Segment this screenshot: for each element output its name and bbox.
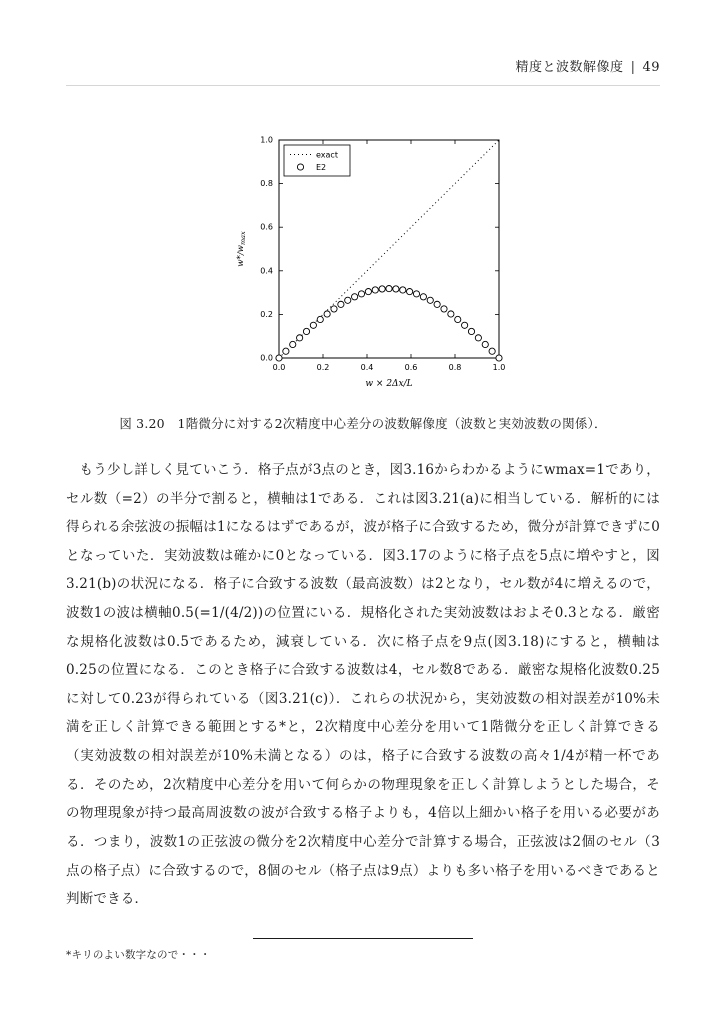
svg-text:E2: E2: [316, 163, 327, 172]
svg-text:0.6: 0.6: [260, 222, 273, 232]
svg-text:0.4: 0.4: [360, 363, 374, 372]
svg-text:0.2: 0.2: [316, 363, 330, 372]
svg-text:w*/wmax: $w*/w_{max}$: [236, 231, 247, 267]
wavenumber-resolution-chart: [215, 132, 511, 394]
svg-text:0.6: 0.6: [404, 363, 418, 372]
svg-text:0.0: 0.0: [260, 353, 273, 363]
figure-caption: 図 3.20 1階微分に対する2次精度中心差分の波数解像度（波数と実効波数の関係）．: [119, 416, 607, 431]
footnote-rule: [253, 938, 473, 939]
figure-3-20: [66, 132, 660, 432]
svg-text:0.0: 0.0: [272, 363, 286, 372]
body-paragraph: もう少し詳しく見ていこう．格子点が3点のとき，図3.16からわかるようにwmax=1であり，セル数（=2）の半分で割ると，横軸は1である．これは図3.21(a)に相当している．解析的には得られる余弦波の振幅は1になるはずであるが，波が格子に合致するため，微分が計算できずに0となっていた．実効波数は確かに0となっている．図3.17のように格子点を5点に増やすと，図3.21(b)の状況になる．格子に合致する波数（最高波数）は2となり，セル数が4に増えるので，波数1の波は横軸0.5(=1/(4/2))の位置にいる．規格化された実効波数はおよそ0.3となる．厳密な規格化波数は0.5であるため，減衰している．次に格子点を9点(図3.18)にすると，横軸は0.25の位置になる．このとき格子に合致する波数は4，セル数8である．厳密な規格化波数0.25に対して0.23が得られている（図3.21(c)）．これらの状況から，実効波数の相対誤差が10%未満を正しく計算できる範囲とする*と，2次精度中心差分を用いて1階微分を正しく計算できる（実効波数の相対誤差が10%未満となる）のは，格子に合致する波数の高々1/4が精一杯である．そのため，2次精度中心差分を用いて何らかの物理現象を正しく計算しようとした場合，その物理現象が持つ最高周波数の波が合致する格子よりも，4倍以上細かい格子を用いる必要がある．つまり，波数1の正弦波の微分を2次精度中心差分で計算する場合，正弦波は2個のセル（3点の格子点）に合致するので，8個のセル（格子点は9点）よりも多い格子を用いるべきであると判断できる．: [66, 462, 660, 908]
header-separator: |: [630, 60, 636, 75]
chart-container: [215, 132, 511, 398]
svg-text:1.0: 1.0: [492, 363, 506, 372]
page-number: 49: [642, 60, 660, 75]
svg-text:exact: exact: [316, 150, 338, 160]
svg-text:0.4: 0.4: [260, 266, 273, 276]
svg-text:1.0: 1.0: [260, 135, 273, 145]
svg-text:0.8: 0.8: [448, 363, 462, 372]
footnote-text: *キリのよい数字なので・・・: [66, 948, 211, 961]
page-header: [66, 56, 660, 86]
running-head-title: 精度と波数解像度: [515, 60, 624, 75]
svg-text:0.2: 0.2: [260, 309, 273, 319]
svg-text:0.8: 0.8: [260, 179, 273, 189]
svg-text:w × 2Δx/L: w × 2Δx/L: [365, 379, 413, 389]
